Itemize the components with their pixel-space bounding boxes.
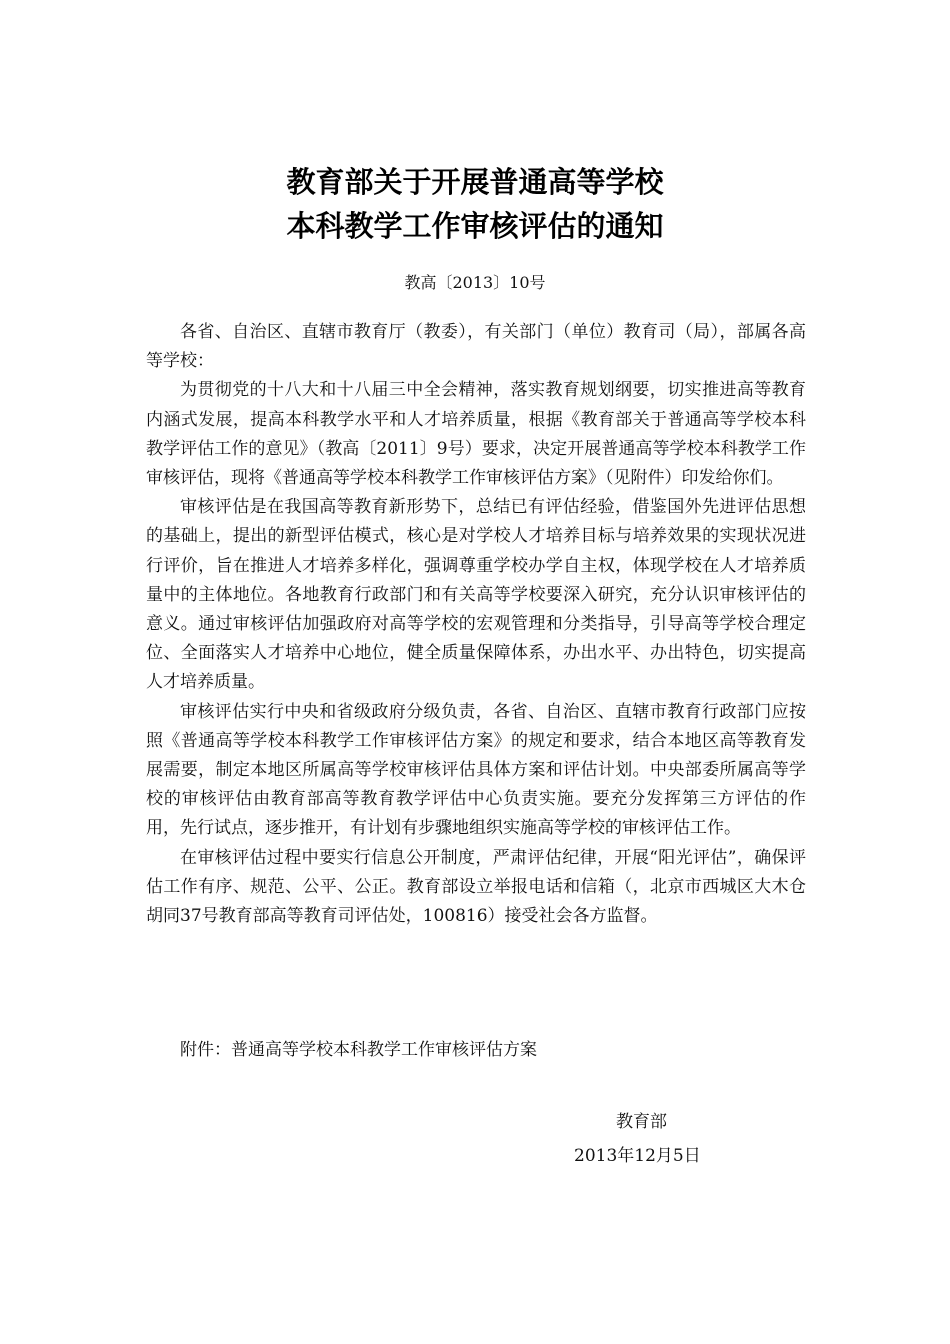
signer: 教育部 [616, 1112, 667, 1132]
paragraph-1: 为贯彻党的十八大和十八届三中全会精神，落实教育规划纲要，切实推进高等教育内涵式发展，提高本科教学水平和人才培养质量，根据《教育部关于普通高等学校本科教学评估工作的意见》（教高〔2011〕9号）要求，决定开展普通高等学校本科教学工作审核评估，现将《普通高等学校本科教学工作审核评估方案》（见附件）印发给你们。 [146, 380, 806, 489]
paragraph-4: 在审核评估过程中要实行信息公开制度，严肃评估纪律，开展“阳光评估”，确保评估工作有序、规范、公平、公正。教育部设立举报电话和信箱（，北京市西城区大木仓胡同37号教育部高等教育司评估处，100816）接受社会各方监督。 [146, 847, 806, 927]
title-line-2: 本科教学工作审核评估的通知 [286, 209, 664, 243]
paragraph-2: 审核评估是在我国高等教育新形势下，总结已有评估经验，借鉴国外先进评估思想的基础上，提出的新型评估模式，核心是对学校人才培养目标与培养效果的实现状况进行评价，旨在推进人才培养多样化，强调尊重学校办学自主权，体现学校在人才培养质量中的主体地位。各地教育行政部门和有关高等学校要深入研究，充分认识审核评估的意义。通过审核评估加强政府对高等学校的宏观管理和分类指导，引导高等学校合理定位、全面落实人才培养中心地位，健全质量保障体系，办出水平、办出特色，切实提高人才培养质量。 [146, 497, 806, 693]
attachment-line: 附件：普通高等学校本科教学工作审核评估方案 [180, 1040, 537, 1060]
document-number: 教高〔2013〕10号 [404, 273, 546, 292]
paragraph-3: 审核评估实行中央和省级政府分级负责，各省、自治区、直辖市教育行政部门应按照《普通高等学校本科教学工作审核评估方案》的规定和要求，结合本地区高等教育发展需要，制定本地区所属高等学校审核评估具体方案和评估计划。中央部委所属高等学校的审核评估由教育部高等教育教学评估中心负责实施。要充分发挥第三方评估的作用，先行试点，逐步推开，有计划有步骤地组织实施高等学校的审核评估工作。 [146, 701, 806, 839]
sign-date: 2013年12月5日 [574, 1146, 701, 1166]
document-body [146, 318, 806, 931]
document-title [0, 160, 950, 248]
title-line-1: 教育部关于开展普通高等学校 [286, 165, 664, 199]
salutation: 各省、自治区、直辖市教育厅（教委），有关部门（单位）教育司（局），部属各高等学校： [146, 322, 806, 372]
